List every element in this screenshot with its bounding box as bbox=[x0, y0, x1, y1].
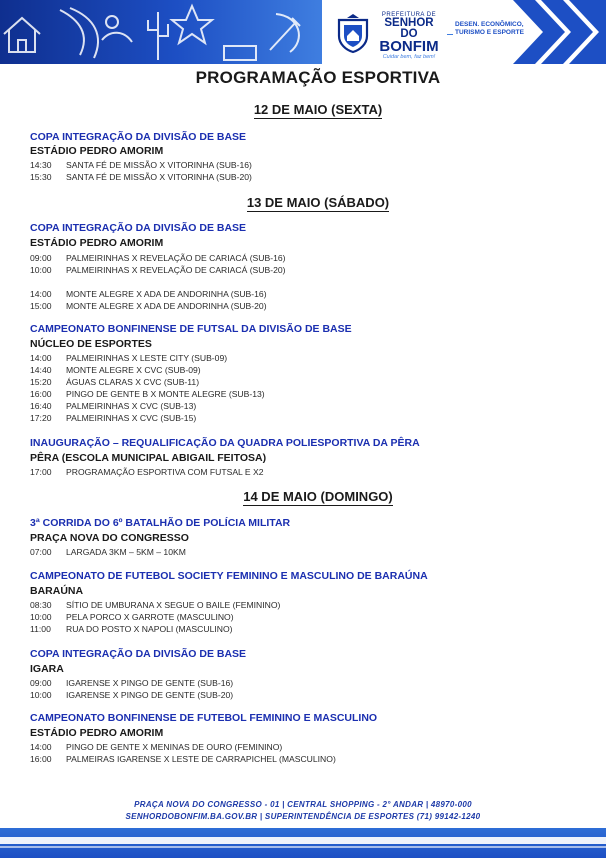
day-heading bbox=[30, 195, 606, 210]
event-title: 3ª CORRIDA DO 6º BATALHÃO DE POLÍCIA MILITAR bbox=[30, 517, 291, 529]
brand-logo bbox=[376, 12, 442, 60]
game-desc: PALMEIRINHAS X REVELAÇÃO DE CARIACÁ (SUB-16) bbox=[66, 253, 286, 263]
brand-line-1: SENHOR DO bbox=[384, 17, 434, 40]
event-venue: ESTÁDIO PEDRO AMORIM bbox=[30, 145, 164, 157]
event-venue: PÊRA (ESCOLA MUNICIPAL ABIGAIL FEITOSA) bbox=[30, 452, 267, 464]
house-icon bbox=[4, 18, 40, 52]
footer bbox=[0, 790, 606, 858]
game-desc: ÁGUAS CLARAS X CVC (SUB-11) bbox=[66, 377, 200, 387]
list-item bbox=[30, 160, 252, 172]
day-heading bbox=[30, 489, 606, 504]
game-time: 09:00 bbox=[30, 253, 52, 263]
list-item bbox=[30, 413, 196, 425]
list-item bbox=[30, 742, 282, 754]
game-desc: MONTE ALEGRE X CVC (SUB-09) bbox=[66, 365, 201, 375]
event-title: COPA INTEGRAÇÃO DA DIVISÃO DE BASE bbox=[30, 131, 247, 143]
game-desc: PALMEIRINHAS X CVC (SUB-13) bbox=[66, 401, 197, 411]
game-time: 10:00 bbox=[30, 690, 52, 700]
event-venue: PRAÇA NOVA DO CONGRESSO bbox=[30, 532, 189, 544]
game-desc: IGARENSE X PINGO DE GENTE (SUB-20) bbox=[66, 690, 234, 700]
game-desc: SANTA FÉ DE MISSÃO X VITORINHA (SUB-16) bbox=[66, 160, 252, 170]
list-item bbox=[30, 401, 196, 413]
game-time: 15:20 bbox=[30, 377, 52, 387]
game-time: 17:00 bbox=[30, 467, 52, 477]
game-desc: SÍTIO DE UMBURANA X SEGUE O BAILE (FEMININO) bbox=[66, 600, 281, 610]
game-time: 16:00 bbox=[30, 389, 52, 399]
header-pattern bbox=[0, 0, 322, 64]
footer-contact: SENHORDOBONFIM.BA.GOV.BR | SUPERINTENDÊNCIA DE ESPORTES (71) 99142-1240 bbox=[125, 812, 481, 821]
event-title: COPA INTEGRAÇÃO DA DIVISÃO DE BASE bbox=[30, 222, 247, 234]
game-time: 14:30 bbox=[30, 160, 52, 170]
event-venue: NÚCLEO DE ESPORTES bbox=[30, 338, 152, 350]
flag-icon bbox=[172, 6, 256, 60]
event-title: CAMPEONATO BONFINENSE DE FUTSAL DA DIVISÃO DE BASE bbox=[30, 323, 352, 335]
game-desc: RUA DO POSTO X NAPOLI (MASCULINO) bbox=[66, 624, 233, 634]
game-desc: SANTA FÉ DE MISSÃO X VITORINHA (SUB-20) bbox=[66, 172, 252, 182]
event-venue: IGARA bbox=[30, 663, 64, 675]
header bbox=[0, 0, 606, 64]
list-item bbox=[30, 624, 233, 636]
game-desc: PROGRAMAÇÃO ESPORTIVA COM FUTSAL E X2 bbox=[66, 467, 264, 477]
event-venue: ESTÁDIO PEDRO AMORIM bbox=[30, 727, 164, 739]
page-title: PROGRAMAÇÃO ESPORTIVA bbox=[195, 68, 441, 87]
brand-prefix: PREFEITURA DE bbox=[381, 12, 437, 18]
game-desc: PELA PORCO X GARROTE (MASCULINO) bbox=[66, 612, 234, 622]
event-title: COPA INTEGRAÇÃO DA DIVISÃO DE BASE bbox=[30, 648, 247, 660]
department-line-1: DESEN. ECONÔMICO, bbox=[455, 21, 524, 28]
game-time: 17:20 bbox=[30, 413, 52, 423]
game-desc: IGARENSE X PINGO DE GENTE (SUB-16) bbox=[66, 678, 234, 688]
chevron-icon bbox=[513, 0, 606, 64]
game-time: 16:40 bbox=[30, 401, 52, 411]
game-time: 11:00 bbox=[30, 624, 51, 634]
game-time: 16:00 bbox=[30, 754, 52, 764]
event-venue: ESTÁDIO PEDRO AMORIM bbox=[30, 237, 164, 249]
day-label: 13 DE MAIO (SÁBADO) bbox=[246, 195, 390, 210]
game-desc: PINGO DE GENTE B X MONTE ALEGRE (SUB-13) bbox=[66, 389, 265, 399]
list-item bbox=[30, 612, 234, 624]
list-item bbox=[30, 547, 186, 559]
game-time: 08:30 bbox=[30, 600, 52, 610]
day-label: 14 DE MAIO (DOMINGO) bbox=[243, 489, 393, 504]
game-desc: PALMEIRINHAS X REVELAÇÃO DE CARIACÁ (SUB-20) bbox=[66, 265, 286, 275]
day-label: 12 DE MAIO (SEXTA) bbox=[253, 102, 383, 117]
game-desc: PALMEIRINHAS X CVC (SUB-15) bbox=[66, 413, 197, 423]
game-time: 09:00 bbox=[30, 678, 52, 688]
game-time: 14:00 bbox=[30, 289, 52, 299]
game-desc: PALMEIRINHAS X LESTE CITY (SUB-09) bbox=[66, 353, 228, 363]
event-title: CAMPEONATO BONFINENSE DE FUTEBOL FEMININO E MASCULINO bbox=[30, 712, 378, 724]
list-item bbox=[30, 265, 286, 277]
game-desc: LARGADA 3KM – 5KM – 10KM bbox=[66, 547, 186, 557]
list-item bbox=[30, 678, 233, 690]
horse-rider-icon bbox=[60, 8, 132, 58]
event-venue: BARAÚNA bbox=[30, 585, 84, 597]
game-time: 10:00 bbox=[30, 612, 52, 622]
footer-stripe bbox=[0, 837, 606, 844]
list-item bbox=[30, 377, 199, 389]
game-desc: PINGO DE GENTE X MENINAS DE OURO (FEMININO) bbox=[66, 742, 283, 752]
game-time: 14:40 bbox=[30, 365, 52, 375]
coat-of-arms-icon bbox=[333, 12, 373, 54]
brand-slogan: Cuidar bem, faz bem! bbox=[382, 54, 436, 60]
list-item bbox=[30, 754, 336, 766]
footer-address: PRAÇA NOVA DO CONGRESSO - 01 | CENTRAL SHOPPING - 2° ANDAR | 48970-000 bbox=[134, 800, 472, 809]
list-item bbox=[30, 690, 233, 702]
game-desc: PALMEIRAS IGARENSE X LESTE DE CARRAPICHEL (MASCULINO) bbox=[66, 754, 336, 764]
list-item bbox=[30, 353, 227, 365]
list-item bbox=[30, 600, 280, 612]
list-item bbox=[30, 253, 286, 265]
game-time: 15:00 bbox=[30, 301, 52, 311]
game-time: 14:00 bbox=[30, 353, 52, 363]
game-time: 07:00 bbox=[30, 547, 52, 557]
list-item bbox=[30, 365, 201, 377]
event-title: INAUGURAÇÃO – REQUALIFICAÇÃO DA QUADRA POLIESPORTIVA DA PÊRA bbox=[30, 437, 420, 449]
game-desc: MONTE ALEGRE X ADA DE ANDORINHA (SUB-16) bbox=[66, 289, 267, 299]
list-item bbox=[30, 389, 265, 401]
footer-stripe-thin bbox=[0, 846, 606, 848]
day-heading bbox=[30, 102, 606, 117]
event-title: CAMPEONATO DE FUTEBOL SOCIETY FEMININO E MASCULINO DE BARAÚNA bbox=[30, 570, 428, 582]
list-item bbox=[30, 289, 267, 301]
game-time: 15:30 bbox=[30, 172, 52, 182]
department-line-2: TURISMO E ESPORTE bbox=[455, 28, 524, 36]
cactus-icon bbox=[148, 12, 168, 60]
list-item bbox=[30, 172, 252, 184]
game-time: 14:00 bbox=[30, 742, 52, 752]
list-item bbox=[30, 301, 267, 313]
list-item bbox=[30, 467, 264, 479]
footer-band bbox=[0, 828, 606, 858]
game-desc: MONTE ALEGRE X ADA DE ANDORINHA (SUB-20) bbox=[66, 301, 267, 311]
brand-line-2: BONFIM bbox=[379, 38, 439, 55]
game-time: 10:00 bbox=[30, 265, 52, 275]
hammer-sickle-icon bbox=[270, 14, 300, 52]
